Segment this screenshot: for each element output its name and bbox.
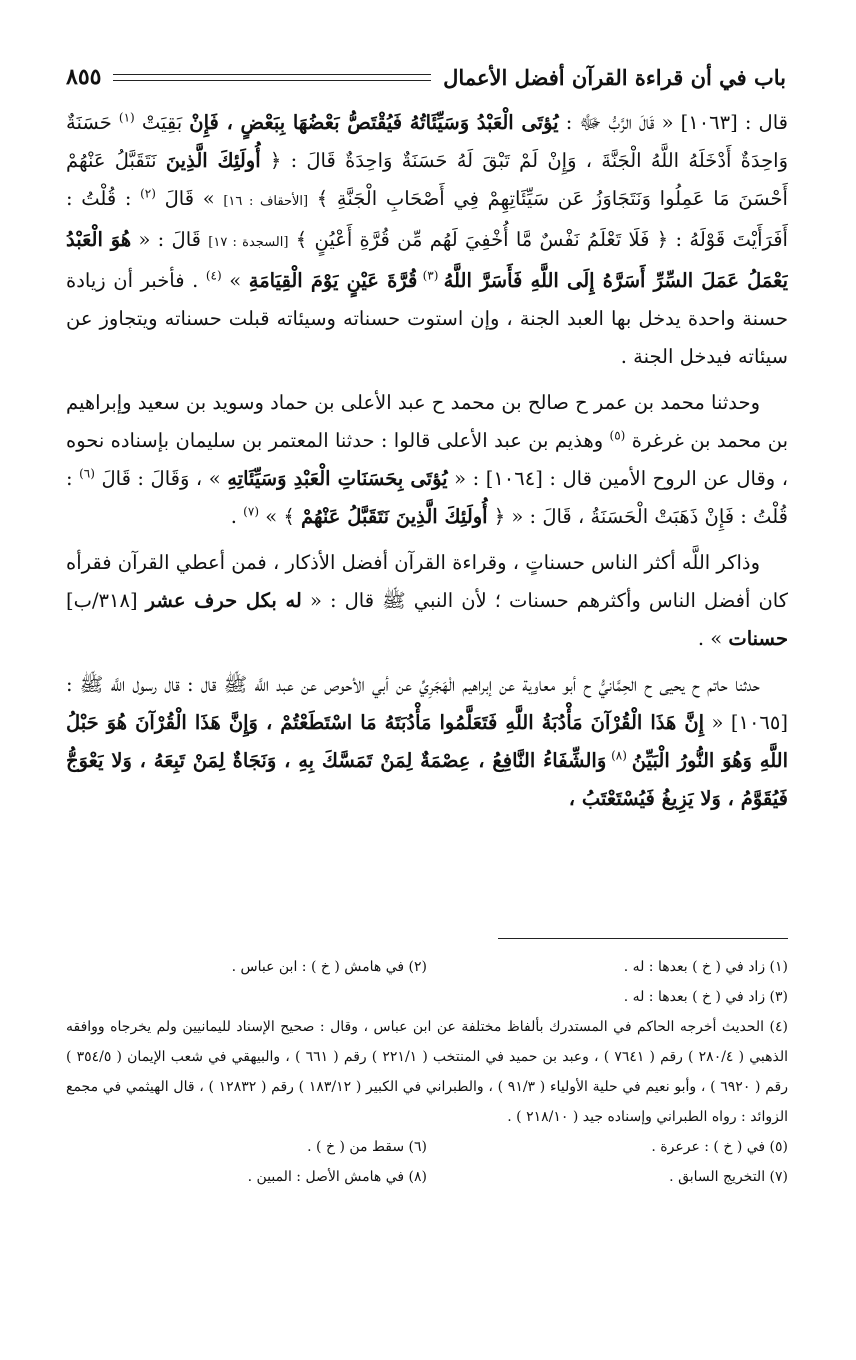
text-run: : قُلْتُ : أَفَرَأَيْتَ قَوْلَهُ : ﴿ فَلَا تَعْلَمُ نَفْسٌ مَّا أُخْفِيَ لَهُم مِّن قُرَّةِ أَعْيُنٍ ﴾ (66, 187, 788, 251)
header-rule (113, 74, 431, 81)
footnote-5: (٥) في ( خ ) : عرعرة . (651, 1139, 788, 1155)
text-run: حدثنا حاتم ح يحيى ح الحِمَّانيُّ ح أبو معاوية عن إبراهيم الْهَجَرِيِّ عن أبي الأحوص عن عبد اللَّه ﷺ قال : قال رسول اللَّه ﷺ : [١٠٦٥] « (66, 673, 788, 734)
text-run: [الأحقاف : ١٦] (223, 194, 309, 209)
footnote-marker: (٨) (606, 748, 632, 763)
text-run: بَقِيَتْ (134, 111, 190, 134)
footnote-marker: (٥) (609, 428, 626, 443)
paragraph-1 (66, 104, 788, 376)
footnote-4: (٤) الحديث أخرجه الحاكم في المستدرك بألفاظ مختلفة عن ابن عباس ، وقال : صحيح الإسناد لليمانيين ولم يخرجاه ووافقه الذهبي ( ٢٨٠/٤ ) رقم ( ٧٦٤١ ) ، وعبد بن حميد في المنتخب ( ٢٢١/١ ) رقم ( ٦٦١ ) ، والبيهقي في شعب الإيمان ( ٣٥٤/٥ ) رقم ( ٦٩٢٠ ) ، وأبو نعيم في حلية الأولياء ( ٩١/٣ ) ، والطبراني في الكبير ( ١٨٣/١٢ ) رقم ( ١٢٨٣٢ ) ، قال الهيثمي في مجمع الزوائد : رواه الطبراني وإسناده جيد ( ٢١٨/١٠ ) . (66, 1019, 788, 1125)
footnote-row (66, 952, 788, 982)
hadith-quote: له بكل حرف عشر (145, 589, 302, 612)
text-run: . (230, 505, 244, 528)
text-run: » . (697, 627, 729, 650)
hadith-quote: حسنات (728, 627, 788, 650)
footnote-marker: (٢) (140, 186, 156, 201)
paragraph-2 (66, 384, 788, 536)
text-run: حَسَنَةٌ وَاحِدَةٌ أَدْخَلَهُ اللَّهُ الْجَنَّةَ ، وَإِنْ لَمْ تَبْقَ لَهُ حَسَنَةٌ وَاحِدَةٌ قَالَ : ﴿ (66, 111, 788, 172)
text-run: قال : [١٠٦٣] « قَالَ الرَّبُّ ﷻ : (558, 111, 788, 134)
footnote-8: (٨) في هامش الأصل : المبين . (247, 1169, 427, 1185)
hadith-quote: يُؤتَى الْعَبْدُ وَسَيِّئَاتُهُ فَيُقْتَصُّ بَعْضُهَا بِبَعْضٍ ، فَإِنْ (189, 111, 559, 134)
text-run: وهذيم بن عبد الأعلى قالوا : حدثنا المعتمر بن سليمان بإسناده نحوه ، وقال عن الروح الأمين قال : [١٠٦٤] : « (66, 429, 788, 490)
text-run: نَتَقَبَّلُ عَنْهُمْ أَحْسَنَ مَا عَمِلُوا وَنَتَجَاوَزُ عَن سَيِّئَاتِهِمْ فِي أَصْحَابِ الْجَنَّةِ ﴾ (66, 149, 788, 210)
footnote-3: (٣) زاد في ( خ ) بعدها : له . (623, 989, 788, 1005)
footnote-1: (١) زاد في ( خ ) بعدها : له . (623, 959, 788, 975)
footnote-row (66, 982, 788, 1012)
page-number: ٨٥٥ (66, 64, 102, 90)
chapter-title: باب في أن قراءة القرآن أفضل الأعمال (443, 64, 786, 90)
hadith-quote: أُولَئِكَ الَّذِينَ (165, 149, 261, 172)
hadith-quote: قُرَّةَ عَيْنٍ يَوْمَ الْقِيَامَةِ (248, 269, 418, 292)
text-run: وذاكر اللَّه أكثر الناس حسناتٍ ، وقراءة القرآن أفضل الأذكار ، فمن أعطي القرآن فقرأه كان أفضل الناس وأكثرهم حسنات ؛ لأن النبي ﷺ قال : « (66, 551, 788, 612)
text-run: » (221, 269, 249, 292)
text-run: ﴾ » (259, 505, 301, 528)
hadith-quote: أُولَئِكَ الَّذِينَ نَتَقَبَّلُ عَنْهُمْ (300, 505, 488, 528)
hadith-quote: إِنَّ هَذَا الْقُرْآنَ مَأْدُبَةُ اللَّهِ فَتَعَلَّمُوا مَأْدُبَتَهُ مَا اسْتَطَعْتُمْ ، وَإِنَّ هَذَا الْقُرْآنَ هُوَ حَبْلُ اللَّهِ وَهُوَ النُّورُ الْبَيِّنُ (66, 711, 788, 772)
paragraph-4 (66, 666, 788, 818)
footnote-2: (٢) في هامش ( خ ) : ابن عباس . (231, 959, 427, 975)
main-text (66, 104, 788, 910)
text-run: [٣١٨/ب] (66, 589, 146, 612)
footnote-marker: (١) (118, 110, 135, 125)
text-run: . فأخبر أن زيادة حسنة واحدة يدخل بها العبد الجنة ، وإن استوت حسناته وسيئاته قبلت حسناته ويتجاوز عن سيئاته فيدخل الجنة . (66, 269, 788, 368)
paragraph-3 (66, 544, 788, 658)
footnote-row (66, 1132, 788, 1162)
footnote-marker: (٣) (417, 268, 444, 283)
footnote-marker: (٦) (79, 466, 95, 481)
footnote-marker: (٧) (243, 504, 259, 519)
hadith-quote: هُوَ الْعَبْدُ يَعْمَلُ عَمَلَ السِّرِّ أَسَرَّهُ إِلَى اللَّهِ فَأَسَرَّ اللَّهُ (66, 228, 788, 292)
footnotes (66, 952, 788, 1252)
footnote-6: (٦) سقط من ( خ ) . (307, 1139, 427, 1155)
footnote-separator (498, 938, 788, 939)
footnote-marker: (٤) (205, 268, 222, 283)
text-run: : قُلْتُ : فَإِنْ ذَهَبَتْ الْحَسَنَةُ ، قَالَ : « ﴿ (66, 467, 788, 528)
text-run: [السجدة : ١٧] (208, 235, 289, 250)
text-run: قَالَ : « (131, 228, 209, 251)
footnote-7: (٧) التخريج السابق . (669, 1169, 788, 1185)
page-header (66, 60, 786, 94)
footnote-row (66, 1162, 788, 1192)
text-run: » قَالَ (155, 187, 224, 210)
text-run: » ، وَقَالَ : قَالَ (94, 467, 228, 490)
hadith-quote: يُؤتَى بِحَسَنَاتِ الْعَبْدِ وَسَيِّئَاتِهِ (227, 467, 448, 490)
hadith-quote: وَالشِّفَاءُ النَّافِعُ ، عِصْمَةٌ لِمَنْ تَمَسَّكَ بِهِ ، وَنَجَاةٌ لِمَنْ تَبِعَهُ ، وَلا يَعْوَجُّ فَيُقَوَّمُ ، وَلا يَزِيغُ فَيُسْتَعْتَبُ ، (66, 749, 788, 810)
text-run: وحدثنا محمد بن عمر ح صالح بن محمد ح عبد الأعلى بن حماد وسويد بن سعيد وإبراهيم بن محمد بن غرغرة (66, 391, 788, 452)
